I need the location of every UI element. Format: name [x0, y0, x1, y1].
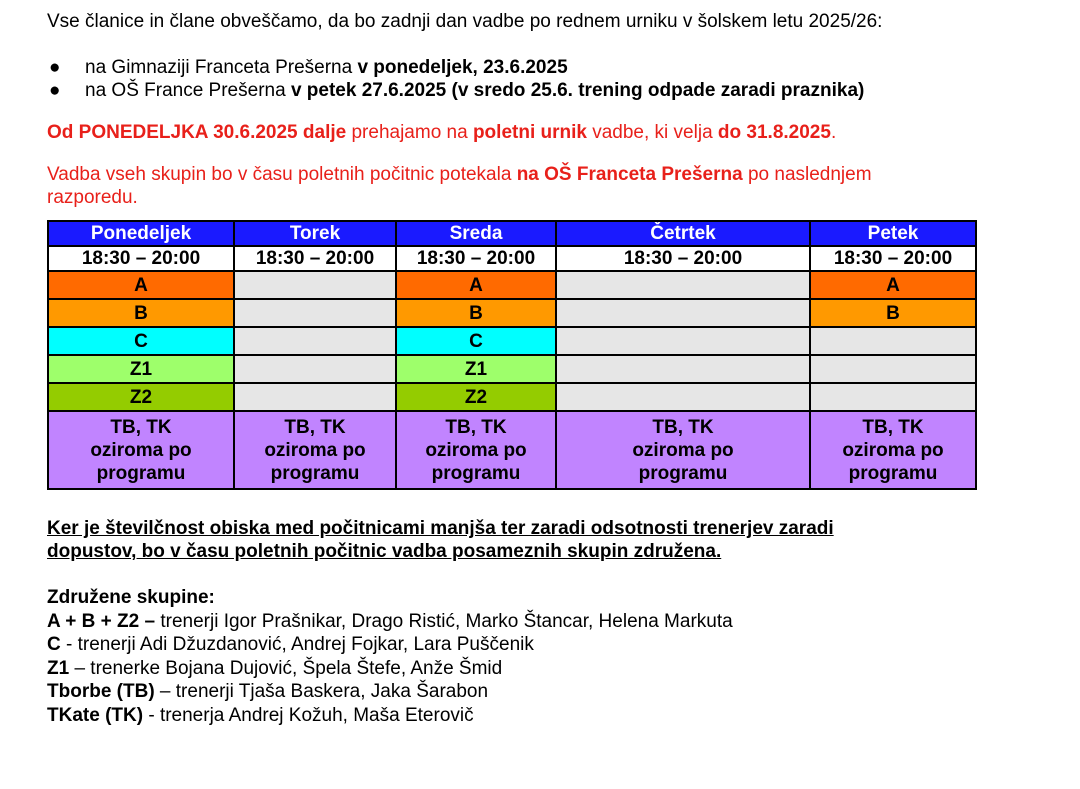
- group-cell: A: [396, 271, 556, 299]
- table-row: [48, 411, 976, 489]
- list-item: [47, 610, 1057, 634]
- table-row: [48, 355, 976, 383]
- tbtk-line: TB, TK: [445, 416, 507, 438]
- group-trainers: – trenerji Tjaša Baskera, Jaka Šarabon: [154, 681, 489, 702]
- tbtk-line: oziroma po: [632, 439, 734, 461]
- empty-cell: [810, 355, 976, 383]
- list-item: [47, 79, 1057, 102]
- table-row: [48, 327, 976, 355]
- empty-cell: [556, 299, 810, 327]
- time-cell: 18:30 – 20:00: [556, 246, 810, 271]
- group-name: Tborbe (TB): [47, 681, 155, 702]
- day-header: Ponedeljek: [48, 221, 234, 246]
- notice-document: [47, 10, 1057, 727]
- tbtk-cell: [48, 411, 234, 489]
- empty-cell: [556, 355, 810, 383]
- group-cell: A: [810, 271, 976, 299]
- group-trainers: - trenerji Adi Džuzdanović, Andrej Fojkar, Lara Puščenik: [60, 634, 534, 655]
- list-item: [47, 657, 1057, 681]
- groups-title-text: Združene skupine:: [47, 587, 215, 608]
- bullet-date: v ponedeljek, 23.6.2025: [357, 57, 568, 78]
- group-cell: Z1: [396, 355, 556, 383]
- group-trainers: - trenerja Andrej Kožuh, Maša Eterovič: [143, 704, 474, 726]
- day-header: Sreda: [396, 221, 556, 246]
- table-row: [48, 271, 976, 299]
- list-item: [47, 680, 1057, 704]
- tbtk-line: oziroma po: [264, 439, 366, 461]
- intro-text: Vse članice in člane obveščamo, da bo zadnji dan vadbe po rednem urniku v šolskem letu 2025/26:: [47, 11, 883, 32]
- tbtk-line: oziroma po: [425, 439, 527, 461]
- summer-end: do 31.8.2025: [717, 122, 831, 143]
- group-cell: B: [396, 299, 556, 327]
- bullet-text: na OŠ France Prešerna: [85, 80, 291, 101]
- summer-schedule-label: poletni urnik: [472, 122, 587, 143]
- group-trainers: – trenerke Bojana Dujović, Špela Štefe, Anže Šmid: [69, 657, 503, 679]
- empty-cell: [234, 271, 396, 299]
- list-item: [47, 704, 1057, 728]
- empty-cell: [234, 299, 396, 327]
- group-name: C: [47, 634, 61, 655]
- empty-cell: [556, 327, 810, 355]
- tbtk-cell: [396, 411, 556, 489]
- tbtk-line: oziroma po: [842, 439, 944, 461]
- empty-cell: [556, 271, 810, 299]
- schedule-table: [47, 220, 977, 490]
- time-cell: 18:30 – 20:00: [48, 246, 234, 271]
- location-name: na OŠ Franceta Prešerna: [516, 164, 743, 185]
- empty-cell: [556, 383, 810, 411]
- group-cell: B: [48, 299, 234, 327]
- table-row: [48, 299, 976, 327]
- tbtk-line: programu: [638, 462, 728, 484]
- bullet-icon: ●: [49, 57, 61, 78]
- tbtk-cell: [810, 411, 976, 489]
- group-cell: C: [396, 327, 556, 355]
- time-cell: 18:30 – 20:00: [396, 246, 556, 271]
- group-name: Z1: [47, 657, 70, 679]
- merged-groups-note: Ker je številčnost obiska med počitnicami manjša ter zaradi odsotnosti trenerjev zaradi dopustov, bo v času poletnih počitnic vadba posameznih skupin združena.: [47, 518, 834, 562]
- bullet-date: v petek 27.6.2025 (v sredo 25.6. trening odpade zaradi praznika): [290, 80, 865, 101]
- day-header: Petek: [810, 221, 976, 246]
- empty-cell: [810, 327, 976, 355]
- tbtk-line: programu: [96, 462, 186, 484]
- tbtk-line: TB, TK: [110, 416, 172, 438]
- tbtk-cell: [234, 411, 396, 489]
- time-cell: 18:30 – 20:00: [234, 246, 396, 271]
- summer-schedule-notice: [47, 121, 1057, 144]
- list-item: [47, 56, 1057, 79]
- groups-title: [47, 586, 1057, 610]
- summer-text: vadbe, ki velja: [586, 122, 718, 143]
- tbtk-line: programu: [270, 462, 360, 484]
- table-header-row: [48, 221, 976, 246]
- group-cell: C: [48, 327, 234, 355]
- group-name: A + B + Z2 –: [47, 610, 156, 632]
- merged-groups-list: [47, 586, 1057, 727]
- last-day-list: [47, 56, 1057, 102]
- empty-cell: [810, 383, 976, 411]
- group-trainers: trenerji Igor Prašnikar, Drago Ristić, Marko Štancar, Helena Markuta: [155, 610, 733, 632]
- group-name: TKate (TK): [47, 704, 144, 726]
- tbtk-line: TB, TK: [284, 416, 346, 438]
- tbtk-cell: [556, 411, 810, 489]
- group-cell: B: [810, 299, 976, 327]
- tbtk-line: TB, TK: [652, 416, 714, 438]
- table-row: [48, 383, 976, 411]
- day-header: Torek: [234, 221, 396, 246]
- tbtk-line: TB, TK: [862, 416, 924, 438]
- bullet-icon: ●: [49, 80, 61, 101]
- time-row: [48, 246, 976, 271]
- empty-cell: [234, 327, 396, 355]
- empty-cell: [234, 383, 396, 411]
- summer-text: .: [830, 122, 837, 143]
- empty-cell: [234, 355, 396, 383]
- tbtk-line: programu: [848, 462, 938, 484]
- summer-start: Od PONEDELJKA 30.6.2025 dalje: [47, 122, 347, 143]
- group-cell: Z1: [48, 355, 234, 383]
- group-cell: A: [48, 271, 234, 299]
- location-text: Vadba vseh skupin bo v času poletnih počitnic potekala: [47, 164, 517, 185]
- bullet-text: na Gimnaziji Franceta Prešerna: [85, 57, 358, 78]
- group-cell: Z2: [48, 383, 234, 411]
- time-cell: 18:30 – 20:00: [810, 246, 976, 271]
- location-text: po naslednjem razporedu.: [47, 164, 872, 208]
- list-item: [47, 633, 1057, 657]
- tbtk-line: oziroma po: [90, 439, 192, 461]
- group-cell: Z2: [396, 383, 556, 411]
- day-header: Četrtek: [556, 221, 810, 246]
- location-notice: [47, 163, 967, 209]
- tbtk-line: programu: [431, 462, 521, 484]
- summer-text: prehajamo na: [346, 122, 473, 143]
